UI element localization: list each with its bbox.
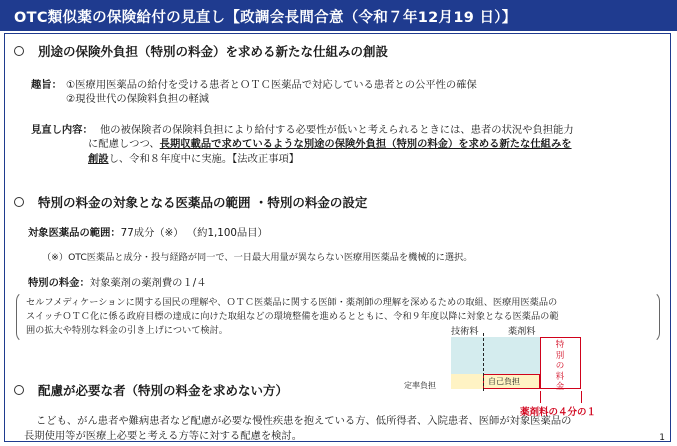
scope-label: 対象医薬品の範囲： [28, 227, 121, 239]
fee-value: 対象薬剤の薬剤費の１/４ [89, 277, 207, 289]
label-teiritsu: 定率負担 [404, 381, 436, 390]
shushi-label: 趣旨： [31, 79, 62, 91]
review-line-2 [88, 135, 572, 150]
review-line-3b: し、令和８年度中に実施。【法改正事項】 [108, 153, 300, 165]
label-gijutsu: 技術料 [451, 326, 479, 337]
label-yakuzai: 薬剤料 [508, 326, 536, 337]
review-line-2b: 長期収載品で求めているような別途の保険外負担（特別の料金）を求める新たな仕組みを [159, 138, 572, 150]
page-title: OTC類似薬の保険給付の見直し【政調会長間合意（令和７年12月19 日）】 [14, 10, 517, 26]
bullet-circle-icon [14, 46, 24, 56]
review-line-1: 他の被保険者の保険料負担により給付する必要性が低いと考えられるときには、患者の状況や負担能力 [100, 124, 574, 136]
scope-value: 77成分（※） （約1,100品目） [120, 227, 268, 239]
label-jiko: 自己負担 [488, 377, 520, 386]
caption-bracket-left [540, 391, 541, 403]
shushi-item-1: ①医療用医薬品の給付を受ける患者とＯＴＣ医薬品で対応している患者との公平性の確保 [66, 79, 477, 91]
caption-quarter: 薬剤料の４分の１ [520, 407, 597, 418]
section3-line-2: 長期使用等が医療上必要と考える方等に対する配慮を検討。 [24, 430, 303, 442]
review-line-3 [88, 150, 299, 165]
scope-note: （※）OTC医薬品と成分・投与経路が同一で、一日最大用量が異ならない医療用医薬品を機械的に選択。 [42, 252, 473, 263]
review-label: 見直し内容： [31, 124, 93, 136]
section2-heading: 特別の料金の対象となる医薬品の範囲 ・特別の料金の設定 [38, 195, 368, 210]
bullet-circle-icon [14, 197, 24, 207]
bracket-line-2: スイッチＯＴＣ化に係る政府目標の達成に向けた取組などの環境整備を進めるとともに、令和９年度以降に対象となる医薬品の範 [26, 311, 559, 322]
scope-line [28, 224, 268, 239]
section3-heading: 配慮が必要な者（特別の料金を求めない方） [38, 383, 289, 398]
review-line-3a: 創設 [88, 153, 109, 165]
label-special: 特別の料金 [555, 340, 565, 392]
shushi-item-2: ②現役世代の保険料負担の軽減 [66, 93, 210, 105]
review-line-2a: に配慮しつつ、 [88, 138, 160, 150]
bullet-circle-icon [14, 385, 24, 395]
bracket-line-1: セルフメディケーションに関する国民の理解や、ＯＴＣ医薬品に関する医師・薬剤師の理解を深めるための取組、医療用医薬品の [26, 297, 558, 308]
bracket-line-3: 囲の拡大や特別な料金の引き上げについて検討。 [26, 325, 228, 336]
section1-heading: 別途の保険外負担（特別の料金）を求める新たな仕組みの創設 [38, 44, 389, 59]
section3-line-1: こども、がん患者や難病患者など配慮が必要な慢性疾患を抱えている方、低所得者、入院患者、医師が対象医薬品の [36, 415, 572, 427]
page-number: 1 [659, 433, 665, 443]
fee-label: 特別の料金： [28, 277, 90, 289]
yellow-left-block [451, 374, 483, 389]
divider-dashed [483, 333, 484, 391]
fee-line [28, 274, 207, 289]
caption-bracket-right [581, 391, 582, 403]
